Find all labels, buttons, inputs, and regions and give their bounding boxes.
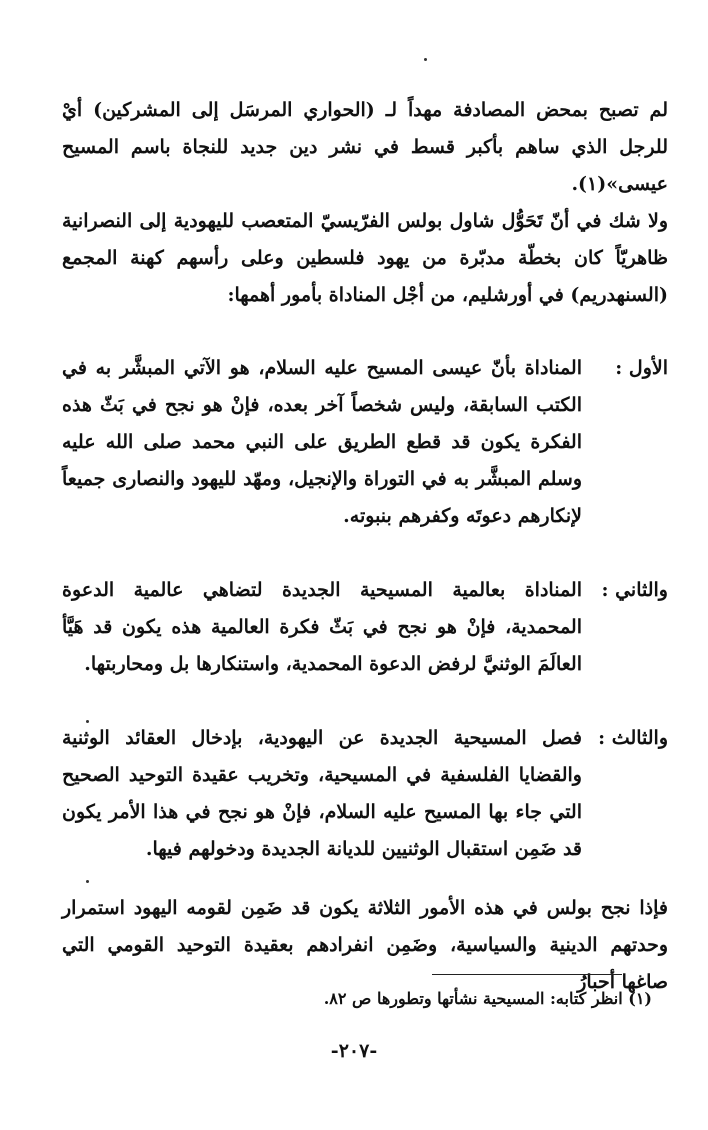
list-item-first	[62, 350, 668, 540]
list-item-text: المناداة بعالمية المسيحية الجديدة لتضاهي عالمية الدعوة المحمدية، فإنْ هو نجح في بَثّ فكرة العالمية هذه يكون قد هَيَّأ العالَمَ الوثنيَّ لرفض الدعوة المحمدية، واستنكارها بل ومحاربتها.	[62, 579, 582, 675]
list-item-second	[62, 572, 668, 687]
page-number: -٢٠٧-	[330, 1040, 378, 1062]
paragraph-paul-conversion: ولا شك في أنّ تَحَوُّل شاول بولس الفرّيسيّ المتعصب لليهودية إلى النصرانية ظاهريّاً كان بخطّة مدبّرة من يهود فلسطين وعلى رأسهم كهنة المجمع (السنهدريم) في أورشليم، من أجْل المناداة بأمور أهمها:	[62, 210, 668, 306]
list-item-label: والثاني :	[601, 579, 668, 601]
paragraph-intro: لم تصبح بمحض المصادفة مهداً لـ (الحواري المرسَل إلى المشركين) أيْ للرجل الذي ساهم بأكبر قسط في نشر دين جديد للنجاة باسم المسيح عيسى»(١).	[62, 99, 668, 195]
list-item-label: والثالث :	[598, 727, 668, 749]
list-item-label: الأول :	[615, 357, 668, 379]
list-item-text: المناداة بأنّ عيسى المسيح عليه السلام، هو الآتي المبشَّر به في الكتب السابقة، وليس شخصاً آخر بعده، فإنْ هو نجح في بَثّ هذه الفكرة يكون قد قطع الطريق على النبي محمد صلى الله عليه وسلم المبشَّر به في التوراة والإنجيل، ومهّد لليهود والنصارى جميعاً لإنكارهم دعوتَه وكفرهم بنبوته.	[62, 357, 582, 527]
paragraph-conclusion: فإذا نجح بولس في هذه الأمور الثلاثة يكون قد ضَمِن لقومه اليهود استمرار وحدتهم الدينية والسياسية، وضَمِن انفرادهم بعقيدة التوحيد القومي التي صاغها أحبارُ	[62, 897, 668, 993]
list-item-third	[62, 720, 668, 870]
list-item-text: فصل المسيحية الجديدة عن اليهودية، بإدخال العقائد الوثنية والقضايا الفلسفية في المسيحية، وتخريب عقيدة التوحيد الصحيح التي جاء بها المسيح عليه السلام، فإنْ هو نجح في هذا الأمر يكون قد ضَمِن استقبال الوثنيين للديانة الجديدة ودخولهم فيها.	[62, 727, 582, 860]
scan-speck	[86, 880, 89, 883]
footnote: (١) انظر كتابه: المسيحية نشأتها وتطورها ص ٨٢.	[323, 989, 652, 1008]
footnote-separator	[432, 974, 622, 975]
scan-speck	[424, 58, 427, 61]
